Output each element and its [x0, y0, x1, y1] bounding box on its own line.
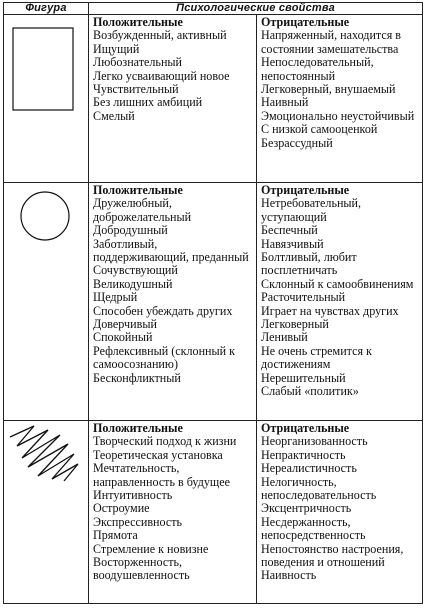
list-item: Болтливый, любит посплетничать [261, 250, 357, 278]
figure-cell [4, 421, 89, 604]
list-item: Рефлексивный (склонный к самоосознанию) [93, 343, 236, 372]
positive-heading: Положительные [93, 421, 183, 435]
list-item: Спокойный [93, 330, 153, 345]
list-item: Слабый «политик» [261, 384, 359, 399]
list-item: Легко усваивающий новое [93, 68, 230, 83]
negative-list [261, 435, 419, 582]
list-item: Эксцентричность [261, 501, 352, 516]
list-item: Нелогичность, непоследовательность [261, 474, 377, 503]
list-item: Способен убеждать других [93, 303, 233, 318]
list-item: Играет на чувствах других [261, 303, 399, 318]
list-item: Не очень стремится к достижениям [261, 343, 372, 372]
list-item: Восторженность, воодушевленность [93, 555, 190, 583]
positive-list [93, 197, 253, 385]
figure-column-header: Фигура [4, 3, 89, 15]
list-item: Непоследовательный, непостоянный [261, 55, 374, 83]
list-item: Без лишних амбиций [93, 95, 203, 110]
negative-cell [257, 421, 423, 604]
list-item: Чувствительный [93, 82, 179, 97]
list-item: Легковерный [261, 317, 329, 332]
list-item: Дружелюбный, доброжелательный [93, 196, 192, 224]
list-item: Доверчивый [93, 317, 157, 332]
negative-heading: Отрицательные [261, 183, 350, 197]
figure-cell [4, 183, 89, 421]
list-item: Смелый [93, 108, 135, 123]
list-item: Эмоционально неустойчивый [261, 108, 415, 123]
list-item: Напряженный, находится в состоянии замешательства [261, 28, 402, 56]
properties-column-header: Психологические свойства [89, 3, 423, 15]
list-item: Теоретическая установка [93, 447, 223, 462]
list-item: Непрактичность [261, 447, 346, 462]
list-item: Сочувствующий [93, 263, 178, 278]
list-item: Мечтательность, направленность в будущее [93, 461, 230, 489]
list-item: Наивность [261, 568, 317, 583]
list-item: Экспрессивность [93, 514, 183, 529]
negative-heading: Отрицательные [261, 421, 350, 435]
positive-list [93, 29, 253, 123]
positive-cell [89, 183, 257, 421]
negative-list [261, 29, 419, 150]
positive-heading: Положительные [93, 15, 183, 29]
list-item: Бесконфликтный [93, 370, 181, 385]
list-item: Несдержанность, непосредственность [261, 514, 366, 543]
positive-list [93, 435, 253, 582]
list-item: Беспечный [261, 223, 318, 238]
list-item: Великодушный [93, 276, 173, 291]
positive-cell [89, 15, 257, 183]
list-item: Прямота [93, 528, 138, 543]
list-item: Возбужденный, активный [93, 28, 227, 43]
list-item: Любознательный [93, 55, 183, 70]
zigzag-icon [4, 421, 88, 604]
list-item: Творческий подход к жизни [93, 434, 237, 449]
negative-list [261, 197, 419, 398]
list-item: Нерешительный [261, 370, 346, 385]
figure-cell [4, 15, 89, 183]
list-item: Безрассудный [261, 135, 333, 150]
list-item: Заботливый, поддерживающий, преданный [93, 236, 249, 265]
list-item: Интуитивность [93, 488, 173, 503]
rectangle-icon [4, 15, 88, 183]
circle-icon [4, 183, 88, 421]
negative-cell [257, 15, 423, 183]
list-item: Стремление к новизне [93, 541, 209, 556]
list-item: Остроумие [93, 501, 150, 516]
list-item: Навязчивый [261, 236, 324, 251]
list-item: Наивный [261, 95, 309, 110]
list-item: Нетребовательный, уступающий [261, 196, 362, 224]
list-item: Неорганизованность [261, 434, 368, 449]
list-item: Ищущий [93, 41, 140, 56]
list-item: Щедрый [93, 290, 138, 305]
list-item: Ленивый [261, 330, 308, 345]
list-item: Склонный к самообвинениям [261, 276, 414, 291]
list-item: Расточительный [261, 290, 346, 305]
list-item: Добродушный [93, 223, 168, 238]
table-row [4, 183, 423, 421]
list-item: Легковерный, внушаемый [261, 82, 396, 97]
negative-heading: Отрицательные [261, 15, 350, 29]
table-row [4, 421, 423, 604]
list-item: Непостоянство настроения, поведения и отношений [261, 541, 404, 570]
positive-heading: Положительные [93, 183, 183, 197]
table-row [4, 15, 423, 183]
positive-cell [89, 421, 257, 604]
psychogeometry-table [3, 2, 423, 604]
list-item: Нереалистичность [261, 461, 357, 476]
negative-cell [257, 183, 423, 421]
list-item: С низкой самооценкой [261, 122, 378, 137]
header-row [4, 3, 423, 15]
